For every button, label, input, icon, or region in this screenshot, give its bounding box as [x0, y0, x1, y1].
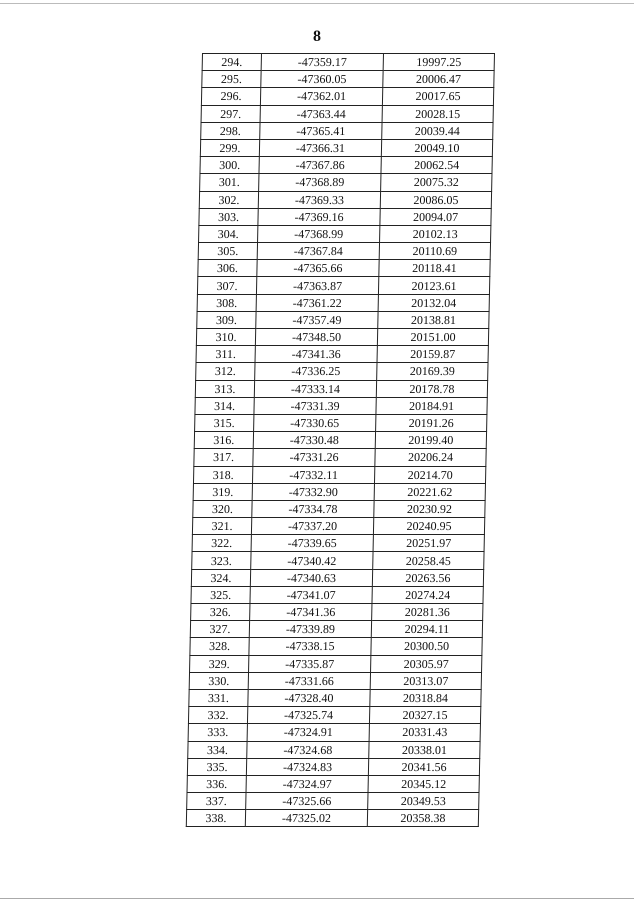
point-number-cell: 321. [192, 518, 251, 535]
y-coordinate-cell: 20281.36 [372, 604, 483, 621]
point-number-cell: 329. [190, 655, 249, 672]
y-coordinate-cell: 20263.56 [372, 569, 483, 586]
point-number-cell: 325. [191, 586, 250, 603]
table-row [199, 208, 491, 225]
x-coordinate-cell: -47332.11 [252, 466, 374, 483]
point-number-cell: 332. [188, 707, 247, 724]
x-coordinate-cell: -47368.99 [258, 225, 380, 242]
y-coordinate-cell: 20017.65 [382, 88, 493, 105]
point-number-cell: 326. [191, 604, 250, 621]
scan-bottom-edge [0, 898, 634, 899]
table-row [189, 672, 481, 689]
x-coordinate-cell: -47368.89 [259, 174, 381, 191]
x-coordinate-cell: -47331.26 [253, 449, 375, 466]
y-coordinate-cell: 20221.62 [374, 483, 485, 500]
y-coordinate-cell: 20274.24 [372, 586, 483, 603]
x-coordinate-cell: -47363.44 [260, 105, 382, 122]
y-coordinate-cell: 20075.32 [381, 174, 492, 191]
table-row [190, 621, 482, 638]
table-row [202, 71, 494, 88]
x-coordinate-cell: -47333.14 [254, 380, 376, 397]
point-number-cell: 330. [189, 672, 248, 689]
page-number: 8 [313, 28, 321, 45]
y-coordinate-cell: 20318.84 [370, 689, 481, 706]
table-row [201, 122, 493, 139]
table-row [198, 243, 490, 260]
table-row [193, 500, 485, 517]
point-number-cell: 335. [187, 758, 246, 775]
point-number-cell: 310. [196, 329, 255, 346]
y-coordinate-cell: 20331.43 [369, 724, 480, 741]
table-row [200, 174, 492, 191]
x-coordinate-cell: -47331.66 [248, 672, 370, 689]
table-row [190, 655, 482, 672]
table-row [189, 689, 481, 706]
point-number-cell: 309. [197, 311, 256, 328]
x-coordinate-cell: -47367.84 [257, 243, 379, 260]
table-row [200, 139, 492, 156]
table-row [187, 775, 479, 792]
x-coordinate-cell: -47325.02 [245, 810, 367, 827]
point-number-cell: 324. [191, 569, 250, 586]
table-row [192, 552, 484, 569]
table-row [188, 724, 480, 741]
x-coordinate-cell: -47324.97 [246, 775, 368, 792]
y-coordinate-cell: 20358.38 [367, 810, 478, 827]
y-coordinate-cell: 20327.15 [369, 707, 480, 724]
y-coordinate-cell: 20049.10 [381, 139, 492, 156]
point-number-cell: 306. [198, 260, 257, 277]
x-coordinate-cell: -47341.07 [250, 586, 372, 603]
table-row [188, 707, 480, 724]
y-coordinate-cell: 20199.40 [375, 432, 486, 449]
point-number-cell: 307. [197, 277, 256, 294]
y-coordinate-cell: 20102.13 [380, 225, 491, 242]
y-coordinate-cell: 20169.39 [377, 363, 488, 380]
x-coordinate-cell: -47330.65 [254, 414, 376, 431]
x-coordinate-cell: -47359.17 [261, 54, 383, 71]
point-number-cell: 296. [201, 88, 260, 105]
point-number-cell: 302. [199, 191, 258, 208]
x-coordinate-cell: -47330.48 [253, 432, 375, 449]
point-number-cell: 328. [190, 638, 249, 655]
point-number-cell: 305. [198, 243, 257, 260]
table-row [191, 569, 483, 586]
x-coordinate-cell: -47339.65 [251, 535, 373, 552]
y-coordinate-cell: 20214.70 [374, 466, 485, 483]
y-coordinate-cell: 20338.01 [369, 741, 480, 758]
point-number-cell: 297. [201, 105, 260, 122]
x-coordinate-cell: -47340.63 [250, 569, 372, 586]
y-coordinate-cell: 20230.92 [374, 500, 485, 517]
table-row [187, 758, 479, 775]
x-coordinate-cell: -47324.83 [246, 758, 368, 775]
y-coordinate-cell: 20313.07 [370, 672, 481, 689]
y-coordinate-cell: 20240.95 [373, 518, 484, 535]
x-coordinate-cell: -47365.41 [260, 122, 382, 139]
point-number-cell: 304. [199, 225, 258, 242]
point-number-cell: 334. [188, 741, 247, 758]
table-row [193, 466, 485, 483]
x-coordinate-cell: -47340.42 [251, 552, 373, 569]
point-number-cell: 298. [201, 122, 260, 139]
coordinates-table [186, 53, 495, 827]
point-number-cell: 313. [195, 380, 254, 397]
point-number-cell: 300. [200, 157, 259, 174]
point-number-cell: 322. [192, 535, 251, 552]
x-coordinate-cell: -47336.25 [255, 363, 377, 380]
y-coordinate-cell: 19997.25 [383, 54, 494, 71]
point-number-cell: 301. [200, 174, 259, 191]
table-row [195, 414, 487, 431]
point-number-cell: 315. [195, 414, 254, 431]
point-number-cell: 320. [193, 500, 252, 517]
table-row [199, 225, 491, 242]
y-coordinate-cell: 20086.05 [380, 191, 491, 208]
table-row [197, 277, 489, 294]
point-number-cell: 337. [187, 793, 246, 810]
y-coordinate-cell: 20258.45 [373, 552, 484, 569]
point-number-cell: 331. [189, 689, 248, 706]
x-coordinate-cell: -47360.05 [261, 71, 383, 88]
table-row [187, 793, 479, 810]
y-coordinate-cell: 20305.97 [371, 655, 482, 672]
point-number-cell: 299. [200, 139, 259, 156]
point-number-cell: 316. [194, 432, 253, 449]
x-coordinate-cell: -47339.89 [249, 621, 371, 638]
table-row [191, 604, 483, 621]
table-row [201, 105, 493, 122]
x-coordinate-cell: -47341.36 [250, 604, 372, 621]
x-coordinate-cell: -47363.87 [256, 277, 378, 294]
table-row [188, 741, 480, 758]
table-row [190, 638, 482, 655]
x-coordinate-cell: -47337.20 [251, 518, 373, 535]
x-coordinate-cell: -47325.74 [247, 707, 369, 724]
table-row [197, 294, 489, 311]
table-row [195, 380, 487, 397]
point-number-cell: 323. [192, 552, 251, 569]
table-row [198, 260, 490, 277]
point-number-cell: 311. [196, 346, 255, 363]
y-coordinate-cell: 20132.04 [378, 294, 489, 311]
y-coordinate-cell: 20341.56 [368, 758, 479, 775]
table-row [197, 311, 489, 328]
x-coordinate-cell: -47324.91 [247, 724, 369, 741]
x-coordinate-cell: -47366.31 [259, 139, 381, 156]
point-number-cell: 327. [190, 621, 249, 638]
y-coordinate-cell: 20118.41 [379, 260, 490, 277]
point-number-cell: 338. [186, 810, 245, 827]
table-row [192, 535, 484, 552]
table-row [200, 157, 492, 174]
x-coordinate-cell: -47335.87 [249, 655, 371, 672]
table-row [195, 397, 487, 414]
x-coordinate-cell: -47365.66 [257, 260, 379, 277]
x-coordinate-cell: -47332.90 [252, 483, 374, 500]
table-row [193, 483, 485, 500]
table-row [199, 191, 491, 208]
point-number-cell: 319. [193, 483, 252, 500]
point-number-cell: 333. [188, 724, 247, 741]
x-coordinate-cell: -47362.01 [260, 88, 382, 105]
x-coordinate-cell: -47324.68 [247, 741, 369, 758]
point-number-cell: 317. [194, 449, 253, 466]
x-coordinate-cell: -47341.36 [255, 346, 377, 363]
y-coordinate-cell: 20184.91 [376, 397, 487, 414]
x-coordinate-cell: -47325.66 [246, 793, 368, 810]
table-row [186, 810, 478, 827]
table-row [196, 346, 488, 363]
point-number-cell: 294. [202, 54, 261, 71]
y-coordinate-cell: 20151.00 [377, 329, 488, 346]
x-coordinate-cell: -47334.78 [252, 500, 374, 517]
y-coordinate-cell: 20039.44 [382, 122, 493, 139]
y-coordinate-cell: 20191.26 [376, 414, 487, 431]
x-coordinate-cell: -47338.15 [249, 638, 371, 655]
y-coordinate-cell: 20294.11 [371, 621, 482, 638]
table-row [192, 518, 484, 535]
y-coordinate-cell: 20028.15 [382, 105, 493, 122]
x-coordinate-cell: -47357.49 [256, 311, 378, 328]
point-number-cell: 303. [199, 208, 258, 225]
y-coordinate-cell: 20159.87 [377, 346, 488, 363]
x-coordinate-cell: -47331.39 [254, 397, 376, 414]
y-coordinate-cell: 20138.81 [378, 311, 489, 328]
table-row [194, 449, 486, 466]
y-coordinate-cell: 20062.54 [381, 157, 492, 174]
table-row [202, 54, 494, 71]
point-number-cell: 318. [193, 466, 252, 483]
point-number-cell: 336. [187, 775, 246, 792]
y-coordinate-cell: 20300.50 [371, 638, 482, 655]
point-number-cell: 308. [197, 294, 256, 311]
y-coordinate-cell: 20345.12 [368, 775, 479, 792]
x-coordinate-cell: -47328.40 [248, 689, 370, 706]
table-row [194, 432, 486, 449]
coordinates-table-body [186, 54, 494, 827]
y-coordinate-cell: 20094.07 [380, 208, 491, 225]
x-coordinate-cell: -47348.50 [255, 329, 377, 346]
scan-top-edge [0, 3, 634, 4]
point-number-cell: 295. [202, 71, 261, 88]
x-coordinate-cell: -47367.86 [259, 157, 381, 174]
y-coordinate-cell: 20110.69 [379, 243, 490, 260]
point-number-cell: 314. [195, 397, 254, 414]
table-row [196, 363, 488, 380]
table-row [196, 329, 488, 346]
y-coordinate-cell: 20206.24 [375, 449, 486, 466]
y-coordinate-cell: 20251.97 [373, 535, 484, 552]
y-coordinate-cell: 20178.78 [376, 380, 487, 397]
table-row [201, 88, 493, 105]
y-coordinate-cell: 20123.61 [378, 277, 489, 294]
table-row [191, 586, 483, 603]
x-coordinate-cell: -47369.33 [258, 191, 380, 208]
x-coordinate-cell: -47369.16 [258, 208, 380, 225]
y-coordinate-cell: 20349.53 [368, 793, 479, 810]
y-coordinate-cell: 20006.47 [383, 71, 494, 88]
x-coordinate-cell: -47361.22 [256, 294, 378, 311]
point-number-cell: 312. [196, 363, 255, 380]
